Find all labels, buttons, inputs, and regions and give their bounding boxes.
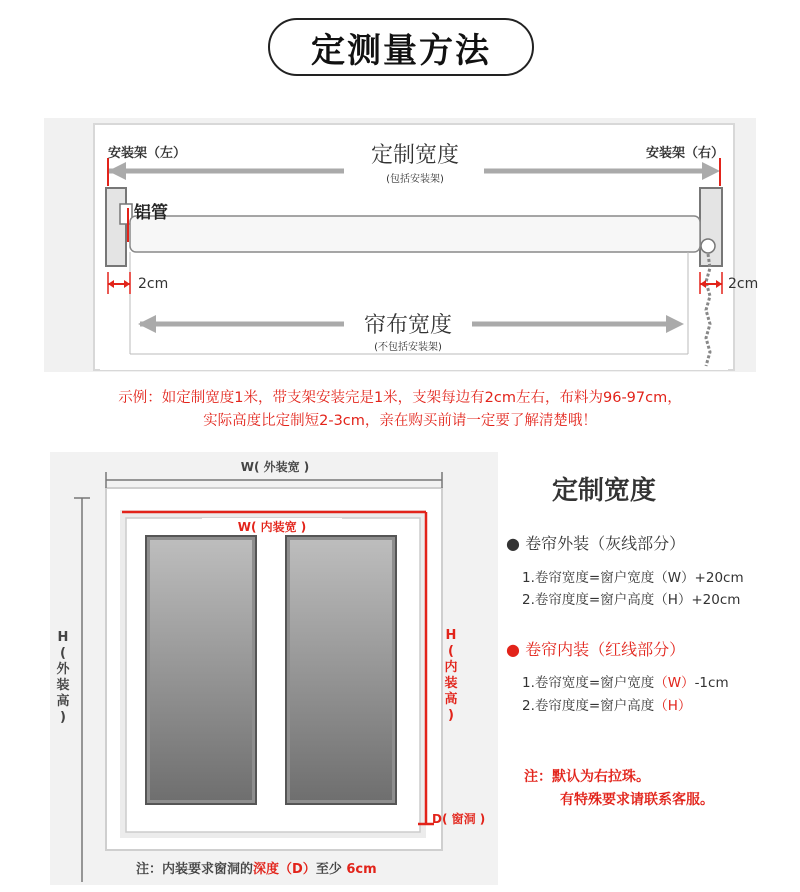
outside-item-1: 1.卷帘宽度=窗户宽度（W）+20cm <box>522 570 744 586</box>
outer-height-char: 高 <box>56 694 70 709</box>
note-2: 有特殊要求请联系客服。 <box>560 792 714 808</box>
depth-note-value: 6cm <box>346 862 377 877</box>
inner-height-char: H <box>445 628 457 643</box>
outside-title-text: 卷帘外装（灰线部分） <box>525 534 686 553</box>
inner-height-label <box>442 628 460 724</box>
example-line-1: 示例：如定制宽度1米，带支架安装完是1米，支架每边有2cm左右，布料为96-97cm， <box>118 390 682 406</box>
outer-height-char: ( <box>60 646 66 661</box>
outer-height-char: H <box>57 630 69 645</box>
gap-left-label: 2cm <box>138 276 169 292</box>
inner-height-char: 内 <box>444 660 458 675</box>
bullet-dot: ● <box>506 534 520 553</box>
example-note <box>44 380 756 430</box>
inner-width-label: W( 内装宽 ) <box>202 518 342 535</box>
inside-item-1-w: （W） <box>654 675 695 691</box>
inside-item-1 <box>522 671 729 691</box>
depth-note-mid: 至少 <box>315 862 342 877</box>
gap-right-label: 2cm <box>728 276 759 292</box>
depth-note <box>136 858 377 877</box>
custom-width-label: 定制宽度 <box>370 143 459 168</box>
inside-item-2-h: （H） <box>654 698 692 714</box>
depth-label: D( 窗洞 ) <box>432 812 486 826</box>
inside-title-text: 卷帘内装（红线部分） <box>525 640 686 659</box>
outside-item-2: 2.卷帘度度=窗户高度（H）+20cm <box>522 592 741 608</box>
window-drawing <box>50 452 498 885</box>
outer-height-label <box>54 630 72 726</box>
example-line-2: 实际高度比定制短2-3cm，亲在购买前请一定要了解清楚哦！ <box>203 413 597 429</box>
inner-height-char: ( <box>448 644 454 659</box>
inside-item-1-prefix: 1.卷帘宽度=窗户宽度 <box>522 675 655 691</box>
inside-item-1-suffix: -1cm <box>694 675 729 691</box>
outer-width-label: W( 外装宽 ) <box>240 460 310 474</box>
inside-item-2 <box>522 694 691 714</box>
depth-note-d: 深度（D） <box>253 862 316 877</box>
width-diagram <box>44 118 759 372</box>
depth-note-prefix: 注：内装要求窗洞的 <box>136 862 254 877</box>
outer-height-char: ) <box>60 710 66 725</box>
outer-height-char: 外 <box>56 662 70 677</box>
outside-install-title <box>506 531 685 554</box>
window-diagram <box>50 452 498 885</box>
inner-height-char: ) <box>448 708 454 723</box>
custom-width-note: (包括安装架) <box>386 174 444 185</box>
bullet-dot: ● <box>506 640 520 659</box>
outer-height-char: 装 <box>56 678 70 693</box>
inner-height-char: 高 <box>444 692 458 707</box>
bracket-left-label: 安装架（左） <box>108 146 187 161</box>
bracket-right-label: 安装架（右） <box>646 146 725 161</box>
inside-install-title <box>506 637 685 660</box>
inner-height-char: 装 <box>444 676 458 691</box>
page-title: 定测量方法 <box>268 18 534 76</box>
right-heading: 定制宽度 <box>552 476 657 506</box>
note-1: 注：默认为右拉珠。 <box>524 769 650 785</box>
inside-item-2-prefix: 2.卷帘度度=窗户高度 <box>522 698 655 714</box>
fabric-width-label: 帘布宽度 <box>363 313 452 338</box>
fabric-width-note: (不包括安装架) <box>374 342 442 353</box>
aluminum-tube-label: 铝管 <box>134 203 168 223</box>
